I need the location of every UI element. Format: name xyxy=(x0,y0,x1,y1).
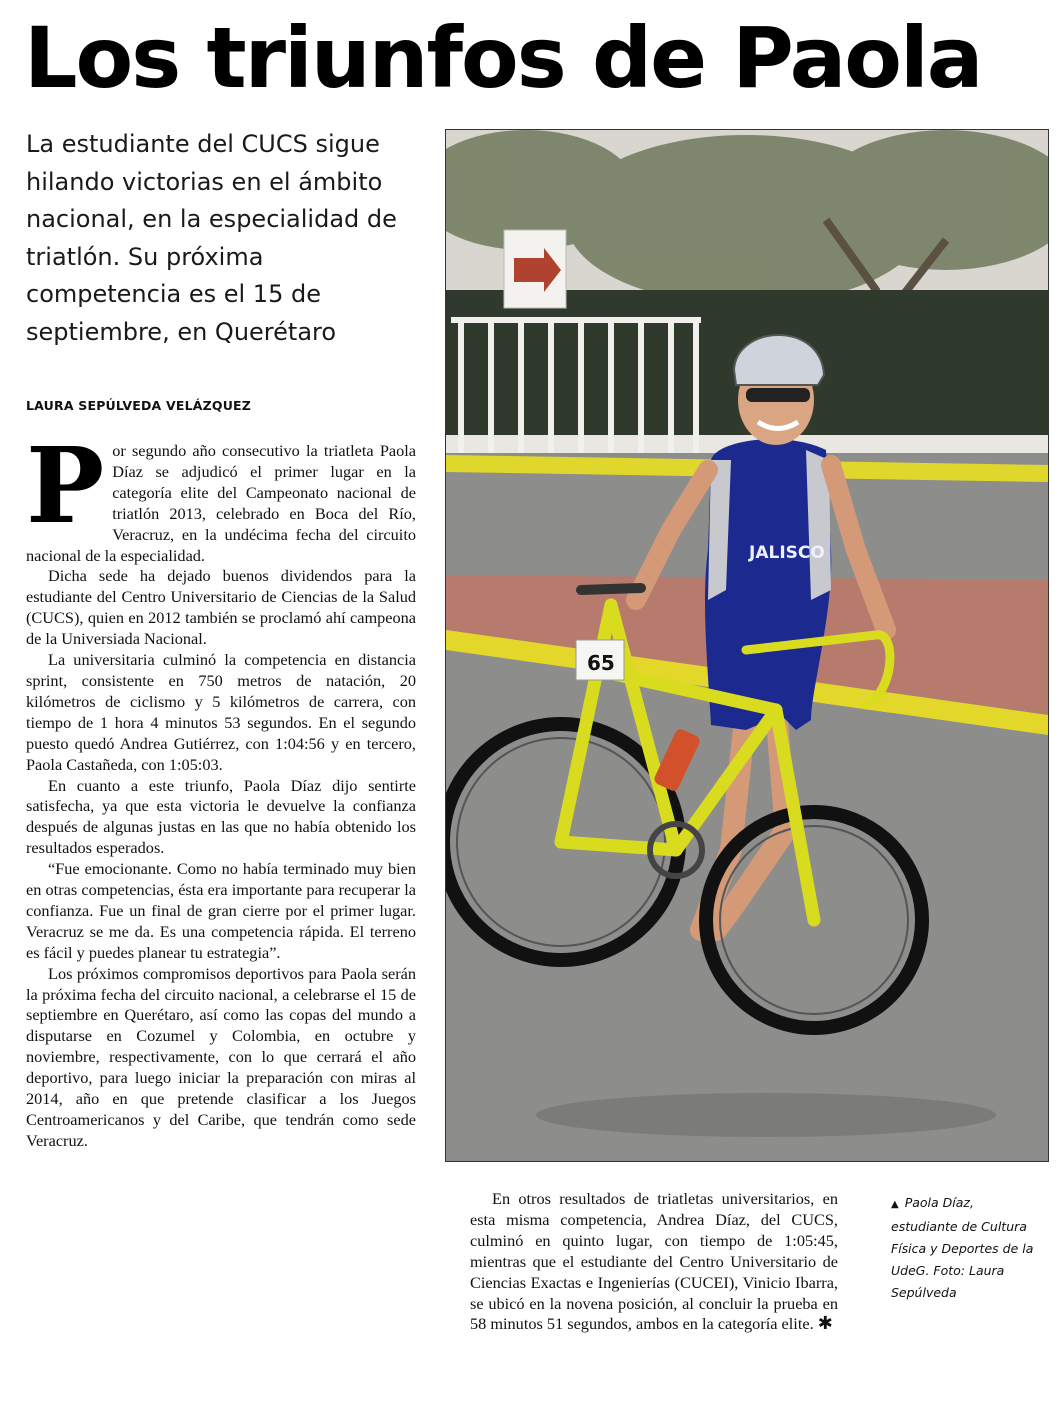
shadow xyxy=(536,1093,996,1137)
jersey-text: JALISCO xyxy=(749,543,825,563)
continuation-paragraph xyxy=(470,1189,838,1335)
saddle xyxy=(581,588,641,590)
caption-arrow-icon: ▲ xyxy=(891,1199,899,1210)
bib-number: 65 xyxy=(587,651,615,675)
end-mark-icon: ✱ xyxy=(817,1313,833,1335)
photo-caption xyxy=(891,1192,1036,1304)
article-column-left xyxy=(26,424,416,1152)
byline: LAURA SEPÚLVEDA VELÁZQUEZ xyxy=(26,398,252,413)
article-photo xyxy=(445,129,1049,1162)
body-paragraph-2: Dicha sede ha dejado buenos dividendos para la estudiante del Centro Universitario de Ciencias de la Salud (CUCS), quien en 2012 también se proclamó ahí campeona de la Universiada Nacional. xyxy=(26,566,416,649)
body-paragraph-1-text: or segundo año consecutivo la triatleta Paola Díaz se adjudicó el primer lugar en la categoría elite del Campeonato nacional de triatlón 2013, celebrado en Boca del Río, Veracruz, en la undécima fecha del circuito nacional de la especialidad. xyxy=(26,441,416,565)
photo-illustration xyxy=(446,130,1048,1161)
body-paragraph-4: En cuanto a este triunfo, Paola Díaz dijo sentirte satisfecha, ya que esta victoria le devuelve la confianza después de algunas justas en las que no había obtenido los resultados esperados. xyxy=(26,775,416,858)
article-deck: La estudiante del CUCS sigue hilando victorias en el ámbito nacional, en la especialidad de triatlón. Su próxima competencia es el 15 de septiembre, en Querétaro xyxy=(26,130,397,346)
body-paragraph-3: La universitaria culminó la competencia en distancia sprint, consistente en 750 metros de natación, 20 kilómetros de ciclismo y 5 kilómetros de carrera, con tiempo de 1 hora 4 minutos 53 segundos. En el segundo puesto quedó Andrea Gutiérrez, con 1:04:56 y en tercero, Paola Castañeda, con 1:05:03. xyxy=(26,650,416,774)
body-paragraph-6: Los próximos compromisos deportivos para Paola serán la próxima fecha del circuito nacional, a celebrarse el 15 de septiembre en Querétaro, así como las copas del mundo a disputarse en Cozumel y Colombia, en octubre y noviembre, respectivamente, con lo que cerrará el año deportivo, para luego iniciar la preparación con miras al 2014, año en que pretende clasificar a los Juegos Centroamericanos y del Caribe, que tendrán como sede Veracruz. xyxy=(26,963,416,1150)
body-paragraph-5: “Fue emocionante. Como no había terminado muy bien en otras competencias, ésta era importante para recuperar la confianza. Fue un final de gran cierre por el primer lugar. Veracruz se me da. Es una competencia rápida. El terreno es fácil y puedes planear tu estrategia”. xyxy=(26,859,416,962)
caption-text: Paola Díaz, estudiante de Cultura Física y Deportes de la UdeG. Foto: Laura Sepúlveda xyxy=(891,1195,1034,1300)
sunglasses-icon xyxy=(746,388,810,402)
headline: Los triunfos de Paola xyxy=(24,9,982,107)
article-column-continuation xyxy=(470,1189,838,1335)
body-paragraph-1 xyxy=(26,424,416,566)
drop-cap: P xyxy=(26,424,105,547)
continuation-text: En otros resultados de triatletas universitarios, en esta misma competencia, Andrea Díaz, del CUCS, culminó en quinto lugar, con tiempo de 1:05:45, mientras que el estudiante del Centro Universitario de Ciencias Exactas e Ingenierías (CUCEI), Vinicio Ibarra, se ubicó en la novena posición, al concluir la prueba en 58 minutos 51 segundos, ambos en la categoría elite. xyxy=(470,1189,838,1334)
